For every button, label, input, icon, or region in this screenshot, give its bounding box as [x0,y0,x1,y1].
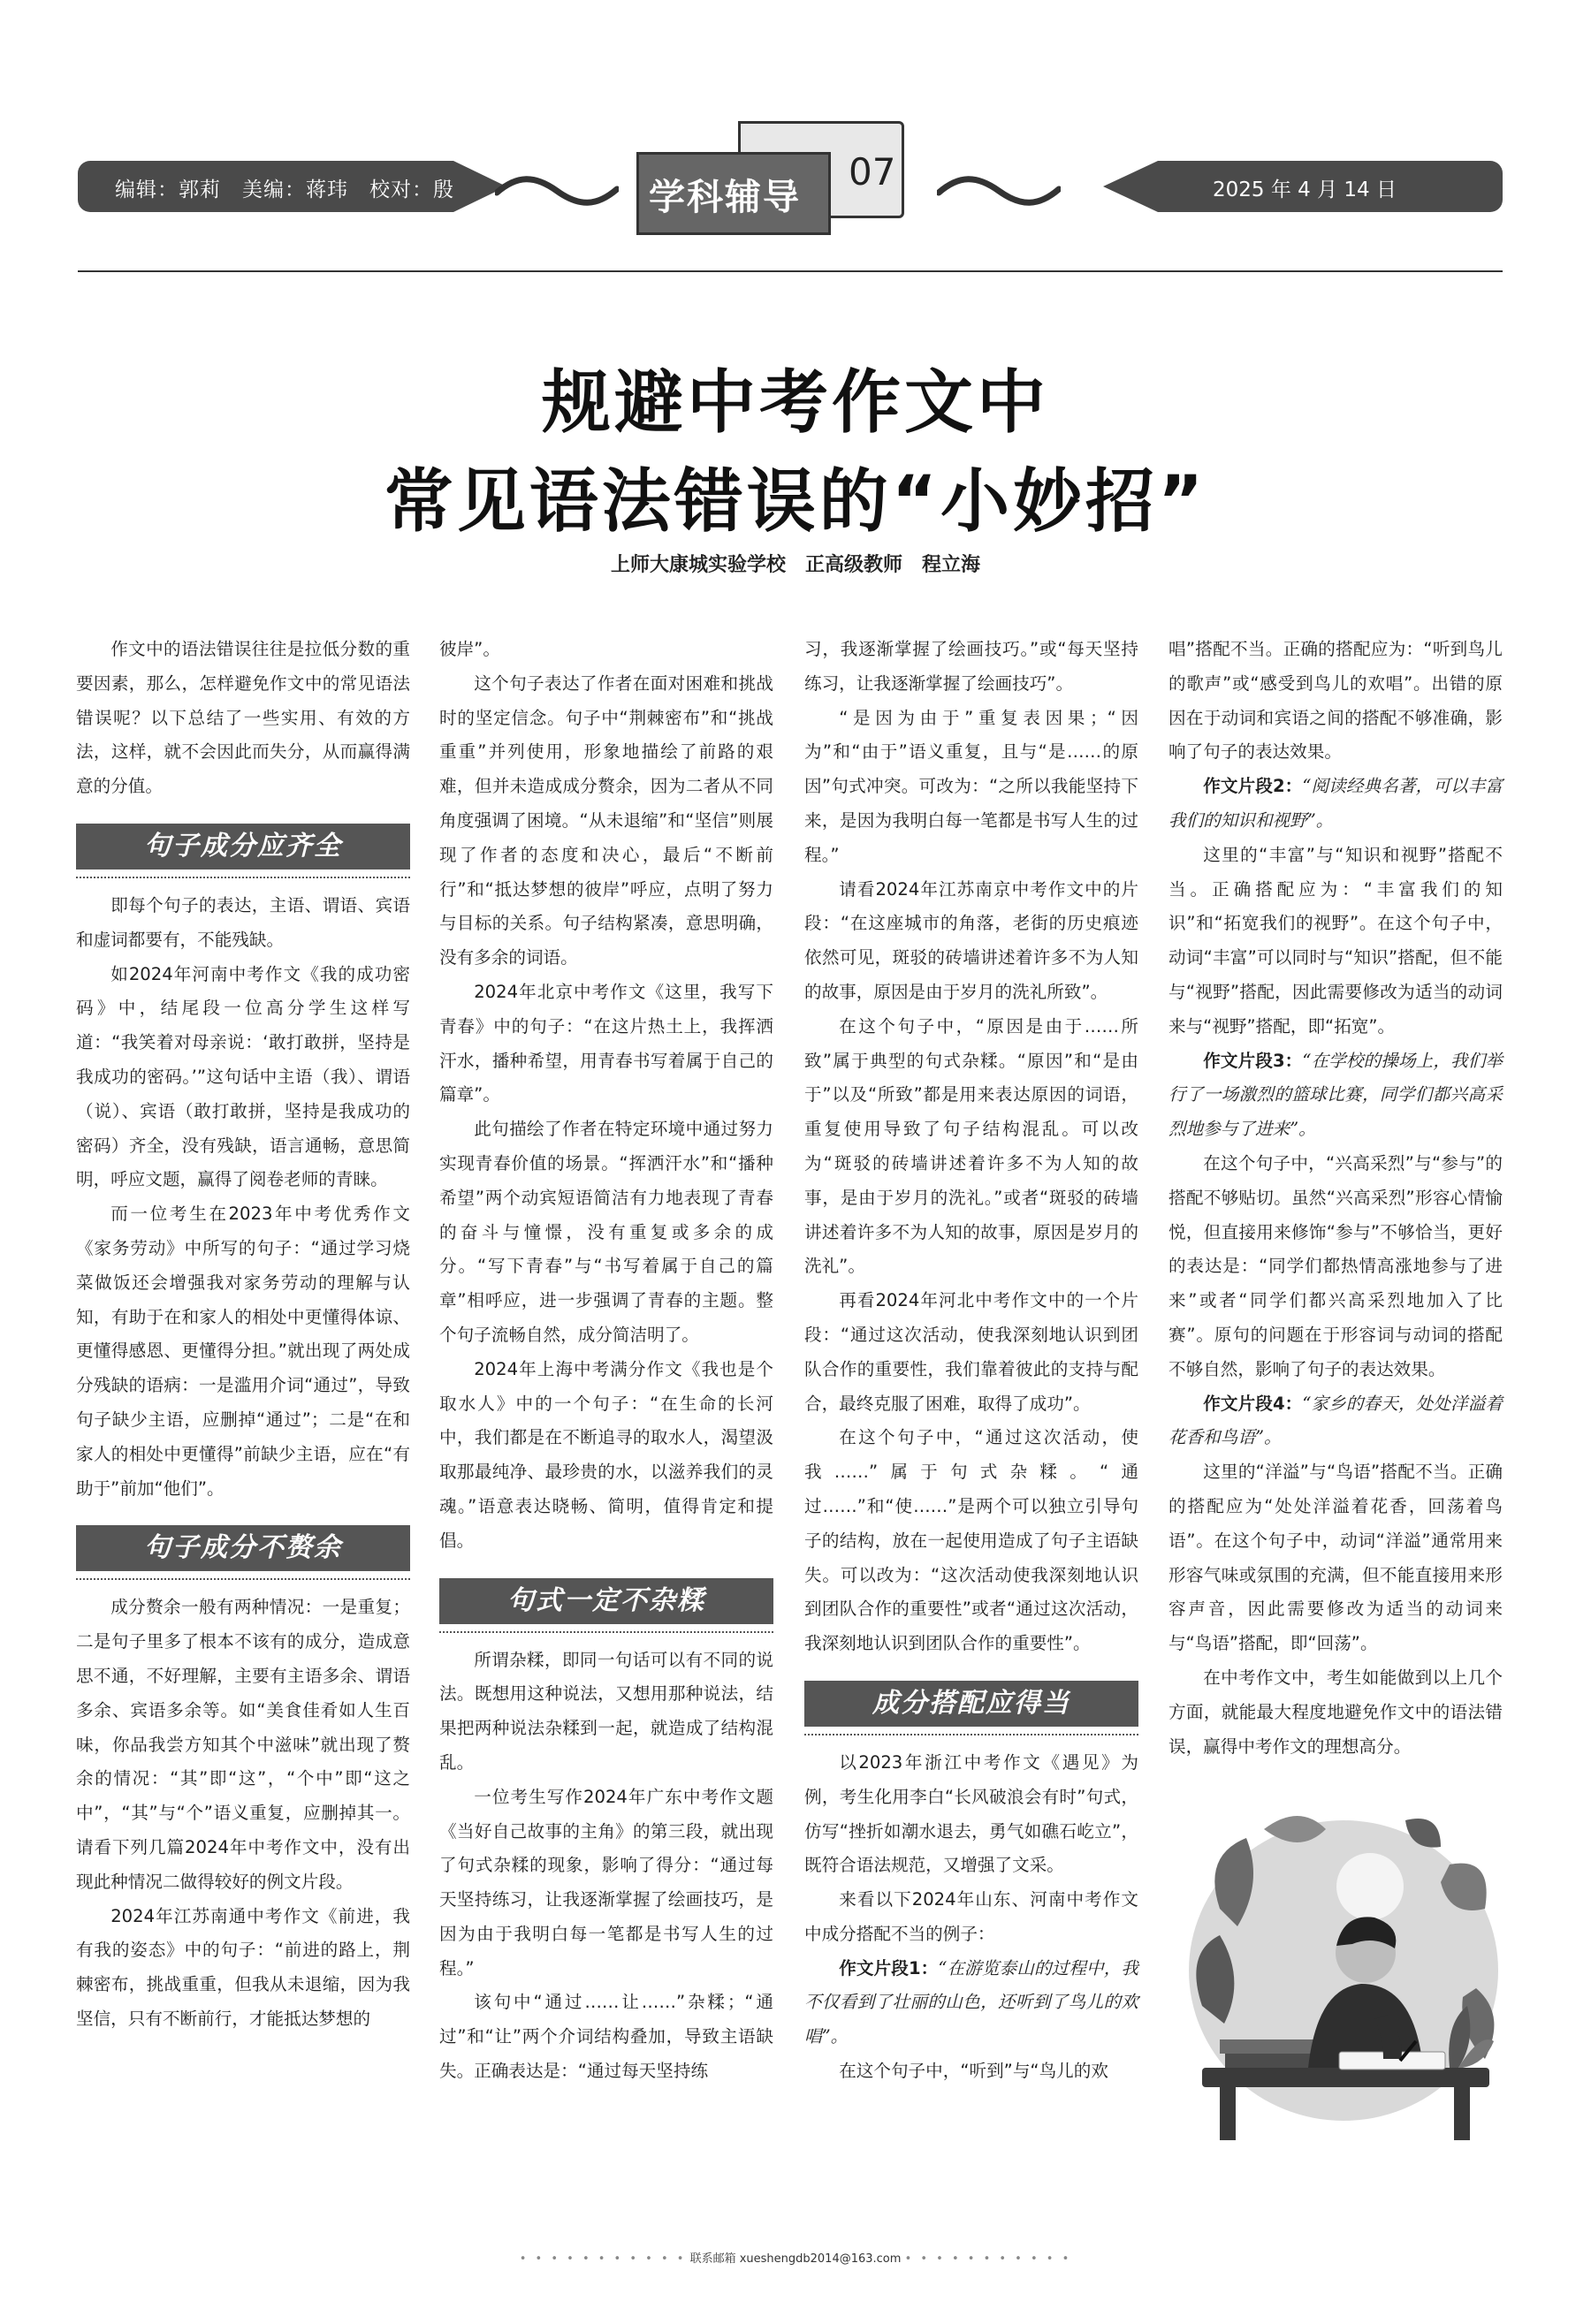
body-paragraph: 一位考生写作2024年广东中考作文题《当好自己故事的主角》的第三段，就出现了句式杂糅的现象，影响了得分：“通过每天坚持练习，让我逐渐掌握了绘画技巧，是因为由于我明白每一笔都是书写人生的过程。” [439,1786,773,1978]
body-paragraph: 而一位考生在2023年中考优秀作文《家务劳动》中所写的句子：“通过学习烧菜做饭还会增强我对家务劳动的理解与认知，有助于在和家人的相处中更懂得体谅、更懂得感恩、更懂得分担。”就出现了两处成分残缺的语病：一是滥用介词“通过”，导致句子缺少主语，应删掉“通过”；二是“在和家人的相处中更懂得”前缺少主语，应在“有助于”前加“他们”。 [76,1204,410,1499]
body-paragraph: 2024年江苏南通中考作文《前进，我有我的姿态》中的句子：“前进的路上，荆棘密布，挑战重重，但我从未退缩，因为我坚信，只有不断前行，才能抵达梦想的 [76,1905,410,2029]
example-excerpt-4 [1169,1387,1503,1456]
column-1 [76,633,410,2037]
issue-date: 2025 年 4 月 14 日 [1213,178,1397,201]
subheading-proper-collocation: 成分搭配应得当 [804,1681,1138,1727]
page-footer [0,2249,1591,2266]
body-paragraph: 在这个句子中，“原因是由于……所致”属于典型的句式杂糅。“原因”和“是由于”以及“所致”都是用来表达原因的词语，重复使用导致了句子结构混乱。可以改为“斑驳的砖墙讲述着许多不为人知的故事，是由于岁月的洗礼。”或者“斑驳的砖墙讲述着许多不为人知的故事，原因是岁月的洗礼”。 [804,1015,1138,1277]
body-paragraph: 2024年上海中考满分作文《我也是个取水人》中的一个句子：“在生命的长河中，我们都是在不断追寻的取水人，渴望汲取那最纯净、最珍贵的水，以滋养我们的灵魂。”语意表达晓畅、简明，值得肯定和提倡。 [439,1358,773,1551]
title-line-1: 规避中考作文中 [541,363,1049,443]
body-paragraph: 此句描绘了作者在特定环境中通过努力实现青春价值的场景。“挥洒汗水”和“播种希望”两个动宾短语简洁有力地表现了青春的奋斗与憧憬，没有重复或多余的成分。“写下青春”与“书写着属于自己的篇章”相呼应，进一步强调了青春的主题。整个句子流畅自然，成分简洁明了。 [439,1119,773,1345]
article-byline: 上师大康城实验学校 正高级教师 程立海 [610,554,980,576]
example-excerpt-3 [1169,1044,1503,1147]
column-3 [804,633,1138,2089]
article-title [0,353,1591,551]
body-paragraph: “是因为由于”重复表因果；“因为”和“由于”语义重复，且与“是……的原因”句式冲突。可改为：“之所以我能坚持下来，是因为我明白每一笔都是书写人生的过程。” [804,707,1138,865]
body-paragraph: 所谓杂糅，即同一句话可以有不同的说法。既想用这种说法，又想用那种说法，结果把两种说法杂糅到一起，就造成了结构混乱。 [439,1649,773,1773]
editors-banner [78,161,476,212]
body-paragraph: 成分赘余一般有两种情况：一是重复；二是句子里多了根本不该有的成分，造成意思不通，不好理解，主要有主语多余、谓语多余、宾语多余等。如“美食佳肴如人生百味，你品我尝方知其个中滋味”就出现了赘余的情况：“其”即“这”，“个中”即“这之中”，“其”与“个”语义重复，应删掉其一。请看下列几篇2024年中考作文中，没有出现此种情况二做得较好的例文片段。 [76,1597,410,1892]
page-header [0,0,1591,283]
page-number: 07 [849,150,896,194]
column-4 [1169,633,1503,1764]
body-paragraph: 再看2024年河北中考作文中的一个片段：“通过这次活动，使我深刻地认识到团队合作的重要性，我们靠着彼此的支持与配合，最终克服了困难，取得了成功”。 [804,1290,1138,1414]
footer-dots-right: • • • • • • • • • • • [904,2252,1072,2266]
intro-paragraph: 作文中的语法错误往往是拉低分数的重要因素，那么，怎样避免作文中的常见语法错误呢？以下总结了一些实用、有效的方法，这样，就不会因此而失分，从而赢得满意的分值。 [76,639,410,797]
subheading-complete-components: 句子成分应齐全 [76,824,410,870]
body-paragraph: 这里的“洋溢”与“鸟语”搭配不当。正确的搭配应为“处处洋溢着花香，回荡着鸟语”。在这个句子中，动词“洋溢”通常用来形容气味或氛围的充满，但不能直接用来形容声音，因此需要修改为适当的动词来与“鸟语”搭配，即“回荡”。 [1169,1462,1503,1654]
body-paragraph: 如2024年河南中考作文《我的成功密码》中，结尾段一位高分学生这样写道：“我笑着对母亲说：‘敢打敢拼，坚持是我成功的密码。’”这句话中主语（我）、谓语（说）、宾语（敢打敢拼，坚持是我成功的密码）齐全，没有残缺，语言通畅，意思简明，呼应文题，赢得了阅卷老师的青睐。 [76,963,410,1190]
body-paragraph: 唱”搭配不当。正确的搭配应为：“听到鸟儿的歌声”或“感受到鸟儿的欢唱”。出错的原因在于动词和宾语之间的搭配不够准确，影响了句子的表达效果。 [1169,639,1503,763]
squiggle-left-decoration [495,173,619,209]
body-paragraph: 习，我逐渐掌握了绘画技巧。”或“每天坚持练习，让我逐渐掌握了绘画技巧”。 [804,639,1138,694]
body-paragraph: 彼岸”。 [439,639,500,659]
editors-credit: 编辑：郭莉 美编：蒋玮 校对：殷姿 [115,178,476,201]
example-label: 作文片段3： [1203,1050,1303,1071]
footer-dots-left: • • • • • • • • • • • [519,2252,687,2266]
body-paragraph: 该句中“通过……让……”杂糅；“通过”和“让”两个介词结构叠加，导致主语缺失。正确表达是：“通过每天坚持练 [439,1992,773,2082]
squiggle-right-decoration [937,173,1061,209]
subheading-no-redundancy: 句子成分不赘余 [76,1525,410,1571]
body-paragraph: 这个句子表达了作者在面对困难和挑战时的坚定信念。句子中“荆棘密布”和“挑战重重”并列使用，形象地描绘了前路的艰难，但并未造成成分赘余，因为二者从不同角度强调了困境。“从未退缩”和“坚信”则展现了作者的态度和决心，最后“不断前行”和“抵达梦想的彼岸”呼应，点明了努力与目标的关系。句子结构紧凑，意思明确，没有多余的词语。 [439,672,773,968]
title-line-2: 常见语法错误的“小妙招” [384,462,1207,542]
body-paragraph: 这里的“丰富”与“知识和视野”搭配不当。正确搭配应为：“丰富我们的知识”和“拓宽我们的视野”。在这个句子中，动词“丰富”可以同时与“知识”搭配，但不能与“视野”搭配，因此需要修改为适当的动词来与“视野”搭配，即“拓宽”。 [1169,844,1503,1037]
student-writing-illustration [1184,1803,1504,2147]
example-excerpt-1 [804,1952,1138,2054]
section-title: 学科辅导 [649,176,801,218]
example-excerpt-2 [1169,770,1503,839]
body-paragraph: 在这个句子中，“听到”与“鸟儿的欢 [839,2061,1108,2082]
body-paragraph: 即每个句子的表达，主语、谓语、宾语和虚词都要有，不能残缺。 [76,894,410,950]
example-text: “在学校的操场上，我们举行了一场激烈的篮球比赛，同学们都兴高采烈地参与了进来”。 [1169,1050,1503,1140]
header-rule [78,270,1503,272]
subheading-no-mixed-syntax: 句式一定不杂糅 [439,1578,773,1624]
body-paragraph: 请看2024年江苏南京中考作文中的片段：“在这座城市的角落，老街的历史痕迹依然可见，斑驳的砖墙讲述着许多不为人知的故事，原因是由于岁月的洗礼所致”。 [804,878,1138,1002]
body-paragraph: 以2023年浙江中考作文《遇见》为例，考生化用李白“长风破浪会有时”句式，仿写“挫折如潮水退去，勇气如礁石屹立”，既符合语法规范，又增强了文采。 [804,1751,1138,1876]
date-banner [1158,161,1503,212]
body-paragraph: 在这个句子中，“通过这次活动，使我……”属于句式杂糅。“通过……”和“使……”是两个可以独立引导句子的结构，放在一起使用造成了句子主语缺失。可以改为：“这次活动使我深刻地认识到团队合作的重要性”或者“通过这次活动，我深刻地认识到团队合作的重要性”。 [804,1427,1138,1654]
closing-paragraph: 在中考作文中，考生如能做到以上几个方面，就能最大程度地避免作文中的语法错误，赢得中考作文的理想高分。 [1169,1667,1503,1757]
example-label: 作文片段4： [1203,1393,1303,1414]
example-label: 作文片段1： [839,1957,939,1978]
example-text: “家乡的春天，处处洋溢着花香和鸟语”。 [1169,1393,1503,1448]
column-2 [439,633,773,2089]
body-paragraph: 来看以下2024年山东、河南中考作文中成分搭配不当的例子： [804,1889,1138,1944]
body-paragraph: 2024年北京中考作文《这里，我写下青春》中的句子：“在这片热土上，我挥洒汗水，播种希望，用青春书写着属于自己的篇章”。 [439,981,773,1105]
contact-email: 联系邮箱 xueshengdb2014@163.com [689,2252,902,2266]
body-paragraph: 在这个句子中，“兴高采烈”与“参与”的搭配不够贴切。虽然“兴高采烈”形容心情愉悦，但直接用来修饰“参与”不够恰当，更好的表达是：“同学们都热情高涨地参与了进来”或者“同学们都兴高采烈地加入了比赛”。原句的问题在于形容词与动词的搭配不够自然，影响了句子的表达效果。 [1169,1152,1503,1379]
example-text: “阅读经典名著，可以丰富我们的知识和视野”。 [1169,776,1503,831]
example-label: 作文片段2： [1203,776,1303,797]
example-text: “在游览泰山的过程中，我不仅看到了壮丽的山色，还听到了鸟儿的欢唱”。 [804,1957,1138,2047]
